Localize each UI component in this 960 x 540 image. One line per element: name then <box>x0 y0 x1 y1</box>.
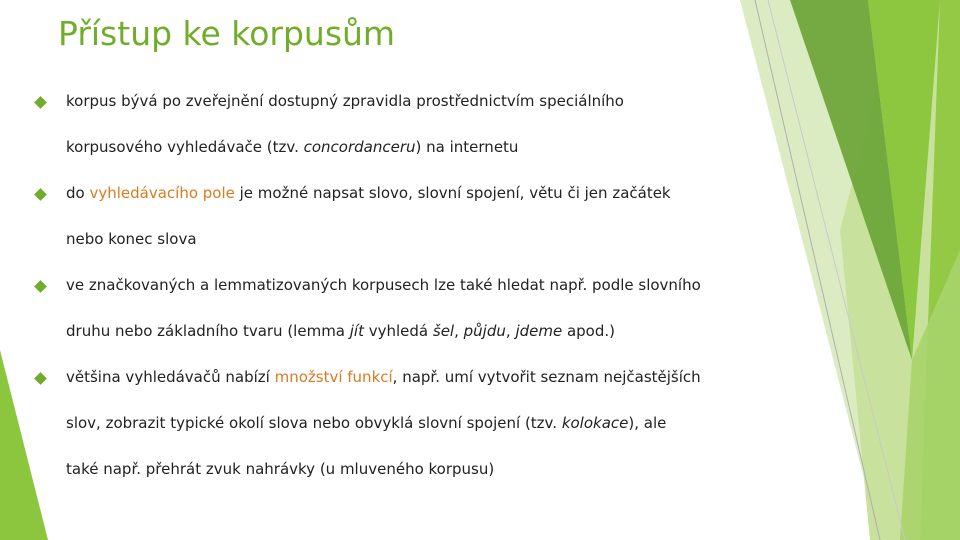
bullet-text-line <box>66 92 624 110</box>
bullet-text-line <box>66 368 701 386</box>
bullet-text-line <box>66 414 666 432</box>
highlighted-term: množství funkcí <box>274 368 393 386</box>
text-segment: , <box>454 322 464 340</box>
text-segment: druhu nebo základního tvaru (lemma <box>66 322 350 340</box>
highlighted-term: vyhledávacího pole <box>89 184 235 202</box>
text-segment: , např. umí vytvořit seznam nejčastějších <box>392 368 701 386</box>
bullet-text-line <box>66 276 701 294</box>
bullet-text-line <box>66 230 197 248</box>
slide-title: Přístup ke korpusům <box>58 14 396 53</box>
text-segment: do <box>66 184 90 202</box>
text-segment: je možné napsat slovo, slovní spojení, větu či jen začátek <box>234 184 671 202</box>
text-segment: korpusového vyhledávače (tzv. <box>66 138 304 156</box>
text-segment: ve značkovaných a lemmatizovaných korpusech lze také hledat např. podle slovního <box>66 276 701 294</box>
italic-term: kolokace <box>561 414 629 432</box>
bullet-text-line <box>66 184 671 202</box>
bullet-text-line <box>66 460 494 478</box>
italic-term: šel <box>432 322 455 340</box>
text-segment: apod.) <box>562 322 616 340</box>
text-segment: vyhledá <box>363 322 433 340</box>
text-segment: většina vyhledávačů nabízí <box>66 368 275 386</box>
text-segment: , <box>505 322 516 340</box>
text-segment: slov, zobrazit typické okolí slova nebo obvyklá slovní spojení (tzv. <box>66 414 562 432</box>
text-segment: ), ale <box>628 414 667 432</box>
italic-term: jít <box>349 322 364 340</box>
text-segment: ) na internetu <box>415 138 519 156</box>
bullet-text-line <box>66 138 518 156</box>
text-segment: korpus bývá po zveřejnění dostupný zpravidla prostřednictvím speciálního <box>66 92 624 110</box>
bullet-text-line <box>66 322 615 340</box>
italic-term: jdeme <box>515 322 563 340</box>
text-segment: také např. přehrát zvuk nahrávky (u mluveného korpusu) <box>66 460 495 478</box>
italic-term: půjdu <box>463 322 506 340</box>
text-segment: nebo konec slova <box>66 230 197 248</box>
italic-term: concordanceru <box>303 138 416 156</box>
